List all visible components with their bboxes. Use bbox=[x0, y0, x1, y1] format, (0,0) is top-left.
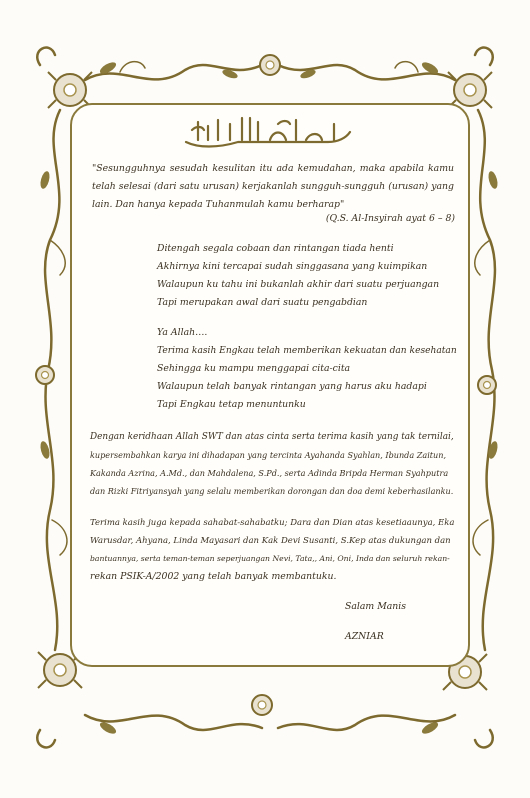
poem-line: Ditengah segala cobaan dan rintangan tiada henti bbox=[157, 243, 394, 254]
poem-line: Walaupun ku tahu ini bukanlah akhir dari suatu perjuangan bbox=[157, 279, 440, 290]
paragraph-line: kupersembahkan karya ini dihadapan yang tercinta Ayahanda Syahlan, Ibunda Zaitun, bbox=[90, 450, 447, 460]
paragraph-line: Kakanda Azrina, A.Md., dan Mahdalena, S.Pd., serta Adinda Bripda Herman Syahputra bbox=[90, 468, 449, 478]
poem-line: Tapi merupakan awal dari suatu pengabdian bbox=[157, 297, 368, 308]
paragraph-line: Dengan keridhaan Allah SWT dan atas cinta serta terima kasih yang tak ternilai, bbox=[90, 432, 454, 442]
bismillah-calligraphy bbox=[178, 112, 358, 152]
poem-line: Tapi Engkau tetap menuntunku bbox=[157, 399, 306, 410]
poem-stanza-1 bbox=[157, 240, 457, 312]
poem-line: Terima kasih Engkau telah memberikan kekuatan dan kesehatan bbox=[157, 346, 457, 356]
paragraph-line: bantuannya, serta teman-teman seperjuangan Nevi, Tata,, Ani, Oni, Inda dan seluruh rekan- bbox=[90, 554, 450, 563]
paragraph-line: Warusdar, Ahyana, Linda Mayasari dan Kak Devi Susanti, S.Kep atas dukungan dan bbox=[90, 536, 451, 546]
poem-line: Sehingga ku mampu menggapai cita-cita bbox=[157, 363, 351, 374]
poem-line: Ya Allah…. bbox=[157, 327, 208, 338]
poem-line: Akhirnya kini tercapai sudah singgasana yang kuimpikan bbox=[157, 261, 428, 272]
poem-stanza-2 bbox=[157, 324, 457, 414]
quran-quote: "Sesungguhnya sesudah kesulitan itu ada kemudahan, maka apabila kamu telah selesai (dari satu urusan) kerjakanlah sungguh-sungguh (urusan) yang lain. Dan hanya kepada Tuhanmulah kamu berharap" bbox=[92, 163, 454, 210]
poem-line: Walaupun telah banyak rintangan yang harus aku hadapi bbox=[157, 381, 427, 392]
author-name: AZNIAR bbox=[345, 631, 384, 642]
quote-reference: (Q.S. Al-Insyirah ayat 6 – 8) bbox=[325, 213, 455, 224]
closing-greeting: Salam Manis bbox=[345, 601, 406, 612]
paragraph-line: rekan PSIK-A/2002 yang telah banyak membantuku. bbox=[90, 571, 337, 582]
paragraph-line: dan Rizki Fitriyansyah yang selalu memberikan dorongan dan doa demi keberhasilanku. bbox=[90, 486, 454, 496]
dedication-paragraph bbox=[90, 428, 454, 500]
thanks-paragraph bbox=[90, 514, 454, 586]
paragraph-line: Terima kasih juga kepada sahabat-sahabatku; Dara dan Dian atas kesetiaaunya, Eka bbox=[90, 518, 455, 528]
